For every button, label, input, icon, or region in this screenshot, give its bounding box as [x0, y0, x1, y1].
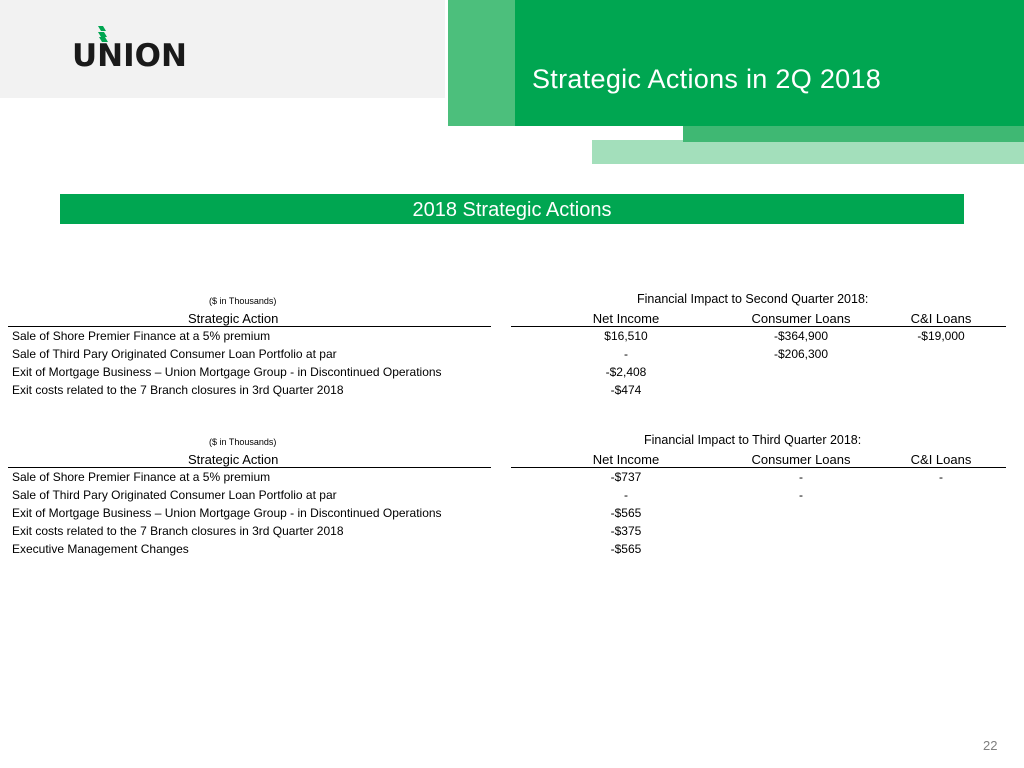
cell-net-income: -$565 [610, 506, 642, 520]
slide-title: Strategic Actions in 2Q 2018 [532, 64, 882, 94]
cell-net-income: -$2,408 [605, 365, 647, 379]
column-header-ci-loans: C&I Loans [910, 311, 972, 326]
column-header-consumer-loans: Consumer Loans [751, 452, 851, 467]
cell-net-income: -$565 [610, 542, 642, 556]
cell-consumer-loans: - [799, 488, 803, 502]
cell-net-income: - [624, 347, 628, 361]
header-rule [511, 326, 1006, 327]
section-heading: 2018 Strategic Actions [60, 194, 964, 224]
cell-consumer-loans: - [799, 470, 803, 484]
table-header [0, 311, 1024, 327]
header-accent-band [592, 140, 1024, 164]
header-rule [511, 467, 1006, 468]
cell-consumer-loans: -$364,900 [773, 329, 829, 343]
cell-ci-loans: - [939, 470, 943, 484]
header-rule [8, 467, 491, 468]
column-header-action: Strategic Action [188, 452, 279, 467]
table-row [0, 542, 1024, 559]
cell-action: Sale of Shore Premier Finance at a 5% premium [12, 329, 271, 343]
header-accent-band [683, 126, 1024, 142]
units-note: ($ in Thousands) [209, 437, 277, 447]
cell-net-income: -$375 [610, 524, 642, 538]
header-rule [8, 326, 491, 327]
table-row [0, 470, 1024, 487]
union-logo-text: UNION [72, 38, 187, 74]
table-row [0, 524, 1024, 541]
cell-action: Exit of Mortgage Business – Union Mortgage Group - in Discontinued Operations [12, 506, 442, 520]
cell-ci-loans: -$19,000 [917, 329, 965, 343]
page-number: 22 [983, 738, 998, 753]
impact-label: Financial Impact to Second Quarter 2018: [637, 292, 869, 306]
cell-net-income: -$474 [610, 383, 642, 397]
header-background [0, 0, 445, 98]
table-row [0, 383, 1024, 400]
column-header-net-income: Net Income [592, 311, 660, 326]
cell-action: Exit costs related to the 7 Branch closures in 3rd Quarter 2018 [12, 524, 344, 538]
column-header-action: Strategic Action [188, 311, 279, 326]
cell-net-income: $16,510 [604, 329, 648, 343]
table-row [0, 488, 1024, 505]
cell-action: Exit costs related to the 7 Branch closures in 3rd Quarter 2018 [12, 383, 344, 397]
cell-action: Sale of Third Pary Originated Consumer Loan Portfolio at par [12, 488, 337, 502]
table-row [0, 506, 1024, 523]
impact-label: Financial Impact to Third Quarter 2018: [644, 433, 862, 447]
cell-net-income: -$737 [610, 470, 642, 484]
table-header [0, 452, 1024, 468]
cell-action: Executive Management Changes [12, 542, 189, 556]
table-row [0, 347, 1024, 364]
units-note: ($ in Thousands) [209, 296, 277, 306]
column-header-consumer-loans: Consumer Loans [751, 311, 851, 326]
cell-action: Sale of Third Pary Originated Consumer Loan Portfolio at par [12, 347, 337, 361]
table-row [0, 365, 1024, 382]
cell-action: Sale of Shore Premier Finance at a 5% premium [12, 470, 271, 484]
cell-net-income: - [624, 488, 628, 502]
column-header-net-income: Net Income [592, 452, 660, 467]
column-header-ci-loans: C&I Loans [910, 452, 972, 467]
cell-action: Exit of Mortgage Business – Union Mortgage Group - in Discontinued Operations [12, 365, 442, 379]
table-row [0, 329, 1024, 346]
header-title-panel [515, 0, 1024, 126]
cell-consumer-loans: -$206,300 [773, 347, 829, 361]
